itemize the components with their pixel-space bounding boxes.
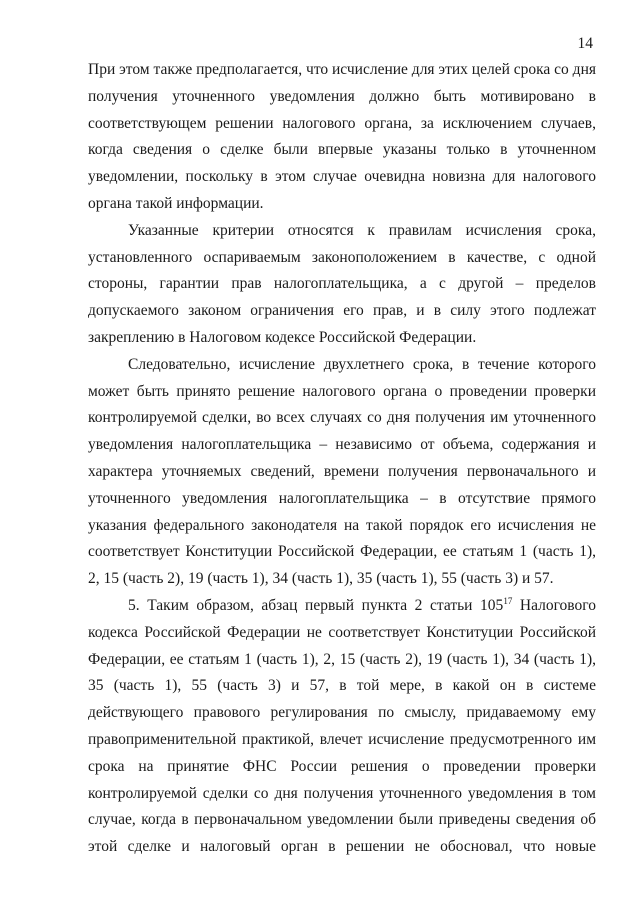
page-number: 14 [577,35,593,52]
text-line [88,593,596,620]
text-line: допускаемого законом ограничения его прав, и в силу этого подлежат [88,302,596,320]
text-line: уведомлении, поскольку в этом случае очевидна новизна для налогового [88,168,596,186]
text-line: получения уточненного уведомления должно быть мотивировано в [88,87,596,105]
text-line: контролируемой сделки, во всех случаях со дня получения им уточненного [88,409,596,427]
text-line: 2, 15 (часть 2), 19 (часть 1), 34 (часть 1), 35 (часть 1), 55 (часть 3) и 57. [88,570,554,588]
text-line: Федерации, ее статьям 1 (часть 1), 2, 15 (часть 2), 19 (часть 1), 34 (часть 1), [88,650,596,668]
text-line: При этом также предполагается, что исчисление для этих целей срока со дня [88,61,596,78]
text-line: характера уточняемых сведений, времени получения первоначального и [88,462,596,480]
text-line: 35 (часть 1), 55 (часть 3) и 57, в той мере, в какой он в системе [88,677,596,695]
text-line: уточненного уведомления налогоплательщика – в отсутствие прямого [88,489,596,507]
text-line: органа такой информации. [88,194,264,212]
text-line: Указанные критерии относятся к правилам исчисления срока, [128,221,596,239]
text-line: соответствует Конституции Российской Федерации, ее статьям 1 (часть 1), [88,543,596,561]
text-line: уведомления налогоплательщика – независимо от объема, содержания и [88,436,596,454]
text-line: этой сделке и налоговый орган в решении не обосновал, что новые [88,838,596,856]
text-line: кодекса Российской Федерации не соответствует Конституции Российской [88,623,596,641]
text-line: когда сведения о сделке были впервые указаны только в уточненном [88,141,596,159]
text-line: стороны, гарантии прав налогоплательщика, а с другой – пределов [88,275,596,293]
text-line: срока на принятие ФНС России решения о проведении проверки [88,757,596,775]
text-line: установленного оспариваемым законоположением в качестве, с одной [88,248,596,266]
text-segment: Налогового [512,596,596,614]
text-line: может быть принято решение налогового органа о проведении проверки [88,382,596,400]
text-line: контролируемой сделки со дня получения уточненного уведомления в том [88,784,596,802]
text-line: правоприменительной практикой, влечет исчисление предусмотренного им [88,730,596,748]
text-line: соответствующем решении налогового органа, за исключением случаев, [88,114,596,132]
text-line: случае, когда в первоначальном уведомлении были приведены сведения об [88,811,596,829]
superscript: 17 [503,595,513,606]
text-line: Следовательно, исчисление двухлетнего срока, в течение которого [128,355,596,373]
text-line: указания федерального законодателя на такой порядок его исчисления не [88,516,596,534]
text-segment: 5. Таким образом, абзац первый пункта 2 статьи 105 [128,596,504,614]
document-body [88,57,596,861]
text-line: закреплению в Налоговом кодексе Российской Федерации. [88,328,477,346]
text-line: действующего правового регулирования по смыслу, придаваемому ему [88,704,596,722]
